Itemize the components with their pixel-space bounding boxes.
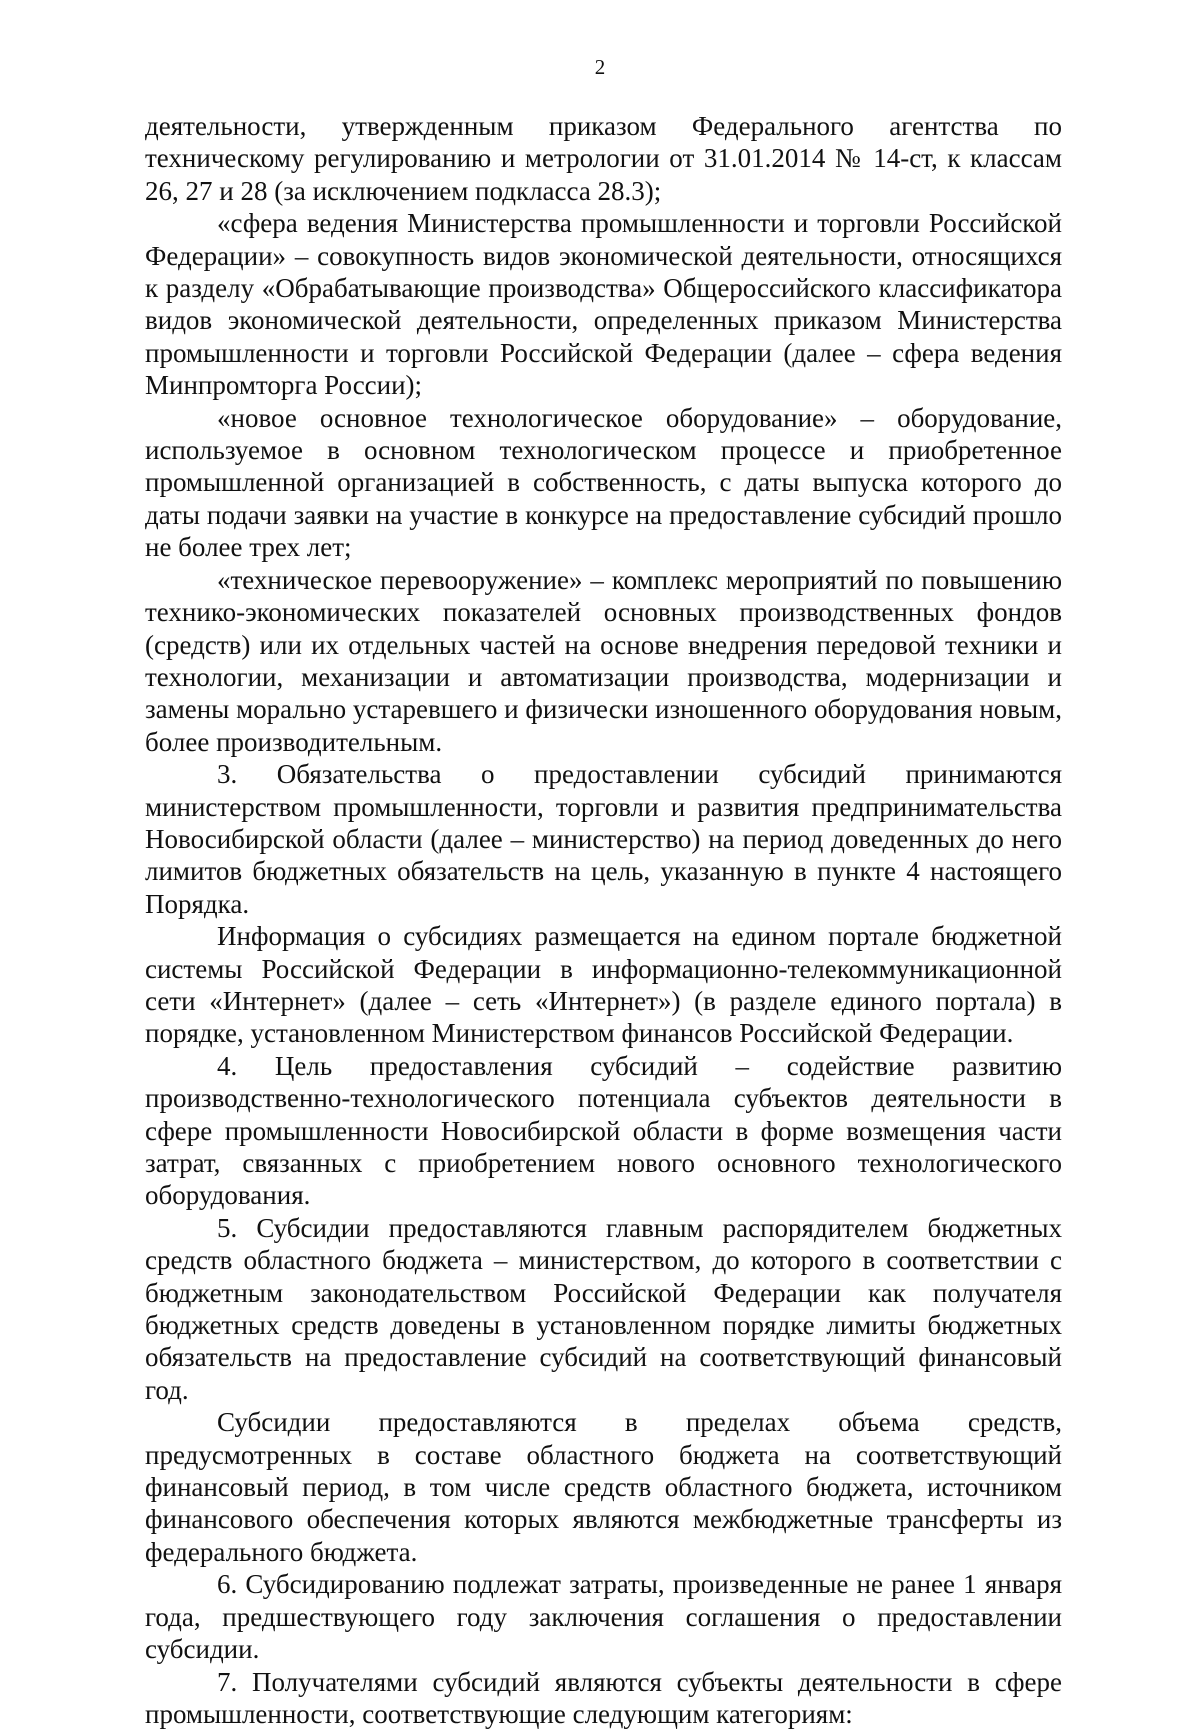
paragraph-subsidy-info: Информация о субсидиях размещается на едином портале бюджетной системы Российской Федерации в информационно-телекоммуникационной сети «Интернет» (далее – сеть «Интернет») (в разделе единого портала) в порядке, установленном Министерством финансов Российской Федерации.: [145, 920, 1062, 1050]
page-number: 2: [0, 54, 1200, 80]
paragraph-continuation: деятельности, утвержденным приказом Федерального агентства по техническому регулированию и метрологии от 31.01.2014 № 14-ст, к классам 26, 27 и 28 (за исключением подкласса 28.3);: [145, 110, 1062, 207]
paragraph-item-7: 7. Получателями субсидий являются субъекты деятельности в сфере промышленности, соответствующие следующим категориям:: [145, 1666, 1062, 1730]
document-body: [145, 110, 1062, 1730]
paragraph-definition-minpromtorg: «сфера ведения Министерства промышленности и торговли Российской Федерации» – совокупность видов экономической деятельности, относящихся к разделу «Обрабатывающие производства» Общероссийского классификатора видов экономической деятельности, определенных приказом Министерства промышленности и торговли Российской Федерации (далее – сфера ведения Минпромторга России);: [145, 207, 1062, 401]
paragraph-item-3: 3. Обязательства о предоставлении субсидий принимаются министерством промышленности, торговли и развития предпринимательства Новосибирской области (далее – министерство) на период доведенных до него лимитов бюджетных обязательств на цель, указанную в пункте 4 настоящего Порядка.: [145, 758, 1062, 920]
paragraph-item-4: 4. Цель предоставления субсидий – содействие развитию производственно-технологического потенциала субъектов деятельности в сфере промышленности Новосибирской области в форме возмещения части затрат, связанных с приобретением нового основного технологического оборудования.: [145, 1050, 1062, 1212]
paragraph-definition-new-equipment: «новое основное технологическое оборудование» – оборудование, используемое в основном технологическом процессе и приобретенное промышленной организацией в собственность, с даты выпуска которого до даты подачи заявки на участие в конкурсе на предоставление субсидий прошло не более трех лет;: [145, 402, 1062, 564]
paragraph-item-5: 5. Субсидии предоставляются главным распорядителем бюджетных средств областного бюджета – министерством, до которого в соответствии с бюджетным законодательством Российской Федерации как получателя бюджетных средств доведены в установленном порядке лимиты бюджетных обязательств на предоставление субсидий на соответствующий финансовый год.: [145, 1212, 1062, 1406]
paragraph-definition-technical-reequipment: «техническое перевооружение» – комплекс мероприятий по повышению технико-экономических показателей основных производственных фондов (средств) или их отдельных частей на основе внедрения передовой техники и технологии, механизации и автоматизации производства, модернизации и замены морально устаревшего и физически изношенного оборудования новым, более производительным.: [145, 564, 1062, 758]
paragraph-item-6: 6. Субсидированию подлежат затраты, произведенные не ранее 1 января года, предшествующего году заключения соглашения о предоставлении субсидии.: [145, 1568, 1062, 1665]
paragraph-subsidy-limits: Субсидии предоставляются в пределах объема средств, предусмотренных в составе областного бюджета на соответствующий финансовый период, в том числе средств областного бюджета, источником финансового обеспечения которых являются межбюджетные трансферты из федерального бюджета.: [145, 1406, 1062, 1568]
